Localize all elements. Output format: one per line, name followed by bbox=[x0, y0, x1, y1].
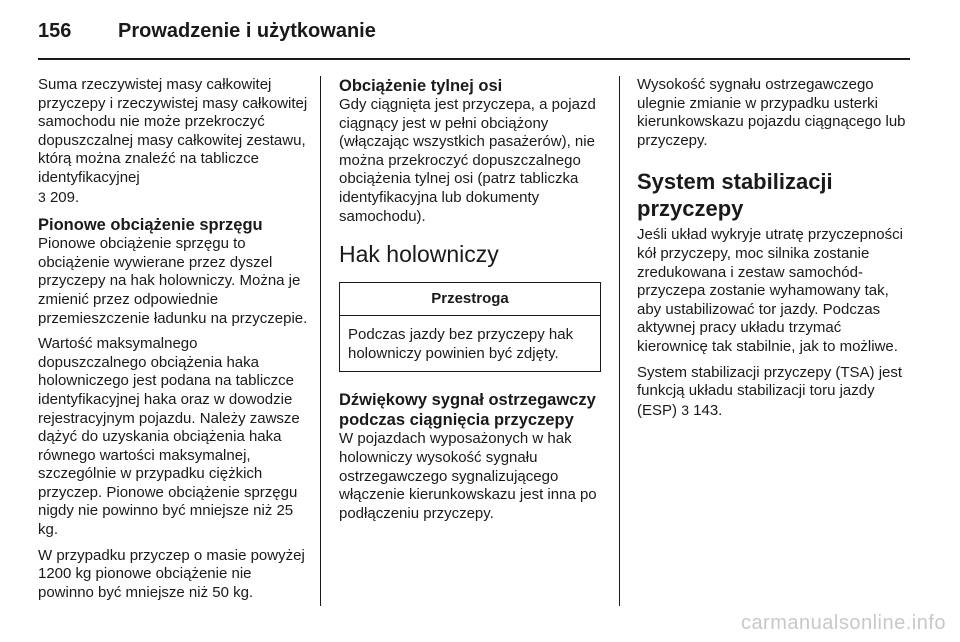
paragraph-max-load: Wartość maksymalnego dopuszczalnego obciążenia haka holowniczego jest podana na tabliczce identyfikacyjnej haka oraz w dowodzie rejestracyjnym pojazdu. Należy zawsze dążyć do uzyskania obciążenia haka równego wartości maksymalnej, szczególnie w przypadku ciężkich przyczep. Pionowe obciążenie sprzęgu nigdy nie powinno być mniejsze niż 25 kg. bbox=[38, 335, 300, 539]
page-ref-link[interactable]: 209. bbox=[45, 188, 80, 206]
paragraph-rear-axle: Gdy ciągnięta jest przyczepa, a pojazd ciągnący jest w pełni obciążony (włączając wszystkich pasażerów), nie można przekroczyć dopuszczalnego obciążenia tylnej osi (patrz tabliczka identyfikacyjna lub dokumenty samochodu). bbox=[339, 96, 596, 225]
page-header bbox=[38, 18, 910, 60]
paragraph-audible-warning: W pojazdach wyposażonych w hak holowniczy wysokość sygnału ostrzegawczego sygnalizującego włączenie kierunkowskazu jest inna po podłączeniu przyczepy. bbox=[339, 430, 597, 522]
page-ref-link[interactable]: 143. bbox=[688, 401, 723, 419]
warning-box bbox=[339, 282, 601, 372]
heading-tow-hook: Hak holowniczy bbox=[339, 241, 499, 268]
intro-text: Suma rzeczywistej masy całkowitej przyczepy i rzeczywistej masy całkowitej samochodu nie może przekroczyć dopuszczalnej masy całkowitej zestawu, którą można znaleźć na tabliczce identyfikacyjnej bbox=[38, 76, 308, 186]
warning-title: Przestroga bbox=[340, 283, 600, 316]
column-right bbox=[637, 76, 907, 427]
warning-body: Podczas jazdy bez przyczepy hak holowniczy powinien być zdjęty. bbox=[348, 326, 574, 362]
paragraph-stability-function: Jeśli układ wykryje utratę przyczepności kół przyczepy, moc silnika zostanie zredukowana i zestaw samochód-przyczepa zostanie wyhamowany tak, aby ustabilizować tor jazdy. Podczas aktywnej pracy układu trzymać kierownicę tak stabilnie, jak to możliwe. bbox=[637, 226, 903, 355]
page-number: 156 bbox=[38, 20, 72, 42]
watermark: carmanualsonline.info bbox=[740, 612, 946, 634]
heading-vertical-load: Pionowe obciążenie sprzęgu bbox=[38, 216, 263, 235]
column-left bbox=[38, 76, 308, 609]
column-divider bbox=[619, 76, 620, 606]
page-ref-arrow-icon: 3 bbox=[681, 401, 689, 418]
heading-audible-warning: Dźwiękowy sygnał ostrzegawczy podczas ciągnięcia przyczepy bbox=[339, 391, 596, 430]
page-ref-arrow-icon: 3 bbox=[38, 188, 46, 205]
paragraph-signal-change: Wysokość sygnału ostrzegawczego ulegnie zmianie w przypadku usterki kierunkowskazu pojazdu ciągnącego lub przyczepy. bbox=[637, 76, 906, 149]
section-title: Prowadzenie i użytkowanie bbox=[118, 20, 376, 42]
tsa-text: System stabilizacji przyczepy (TSA) jest funkcją układu stabilizacji toru jazdy (ESP) bbox=[637, 363, 903, 419]
paragraph-vertical-load-definition: Pionowe obciążenie sprzęgu to obciążenie wywierane przez dyszel przyczepy na hak holowniczy. Można je zmienić przez odpowiednie przemieszczenie ładunku na przyczepie. bbox=[38, 235, 308, 327]
column-divider bbox=[320, 76, 321, 606]
column-middle bbox=[339, 76, 604, 530]
intro-paragraph bbox=[38, 76, 308, 207]
paragraph-heavy-trailers: W przypadku przyczep o masie powyżej 1200 kg pionowe obciążenie nie powinno być mniejsze niż 50 kg. bbox=[38, 546, 305, 601]
paragraph-tsa bbox=[637, 364, 907, 421]
heading-trailer-stability: System stabilizacji przyczepy bbox=[637, 169, 833, 222]
heading-rear-axle-load: Obciążenie tylnej osi bbox=[339, 77, 503, 95]
